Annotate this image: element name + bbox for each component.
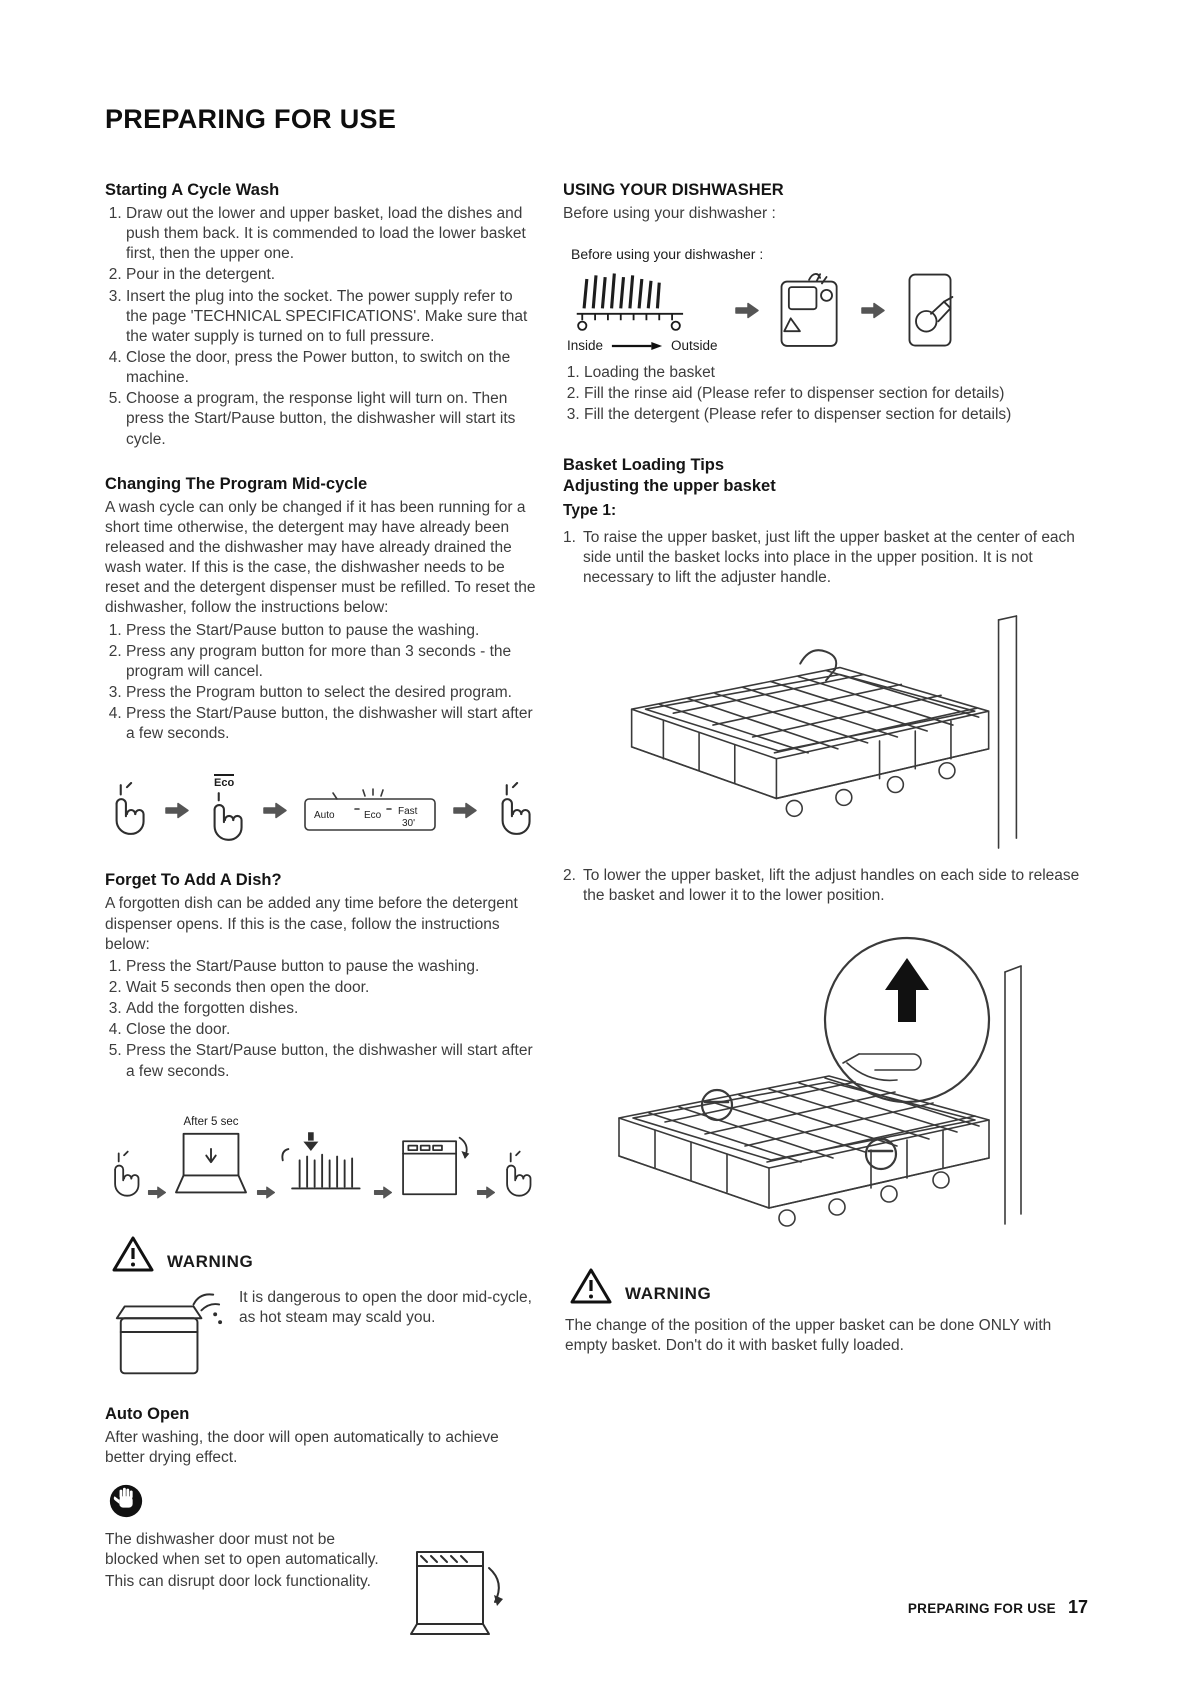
press-hand-icon — [493, 782, 535, 838]
section-heading-changing-program: Changing The Program Mid-cycle — [105, 474, 368, 493]
list-item: 1. Press the Start/Pause button to pause the washing. — [126, 621, 537, 641]
eco-button-label: Eco — [214, 774, 234, 789]
arrow-right-icon — [147, 1185, 167, 1200]
list-item: 4. Close the door. — [126, 1020, 537, 1040]
list-item: 1. Loading the basket — [584, 363, 1091, 383]
using-dishwasher-subtext: Before using your dishwasher : — [563, 205, 776, 222]
press-hand-icon — [107, 1150, 143, 1200]
section-heading-adjust-basket: Adjusting the upper basket — [563, 476, 776, 495]
warning-header — [111, 1234, 537, 1274]
basket-step-2 — [563, 866, 1091, 906]
arrow-right-icon — [734, 301, 760, 320]
arrow-right-icon — [164, 801, 190, 820]
warning-body — [107, 1284, 537, 1380]
rinse-aid-fill-icon — [902, 270, 958, 352]
stop-hand-icon — [107, 1482, 145, 1520]
list-item: 3. Add the forgotten dishes. — [126, 999, 537, 1019]
inside-label: Inside — [567, 338, 604, 354]
forget-dish-intro: A forgotten dish can be added any time before the detergent dispenser opens. If this is the case, follow the instructions below: — [105, 895, 518, 953]
list-item: 3. Insert the plug into the socket. The power supply refer to the page 'TECHNICAL SPECIFICATIONS'. Make sure that the water supply is turned on to full pressure. — [126, 287, 537, 347]
program-panel-icon — [303, 787, 437, 833]
changing-program-list — [105, 621, 537, 745]
panel-label-fast-time: 30' — [402, 818, 416, 830]
panel-label-fast: Fast — [398, 806, 418, 818]
footer-page-number: 17 — [1067, 1597, 1088, 1617]
after-5-sec-block — [170, 1116, 252, 1200]
warning-title: WARNING — [625, 1284, 712, 1304]
panel-label-eco: Eco — [364, 810, 382, 822]
arrow-right-icon — [256, 1185, 276, 1200]
left-column — [105, 181, 537, 1640]
arrow-right-icon — [476, 1185, 496, 1200]
up-arrow-glyph — [885, 958, 929, 1022]
dish-rack-icon — [565, 268, 715, 334]
section-heading-basket-tips: Basket Loading Tips — [563, 455, 725, 474]
detergent-dispenser-icon — [776, 269, 844, 353]
forget-dish-list — [105, 957, 537, 1082]
press-hand-icon — [499, 1150, 535, 1200]
page-title: PREPARING FOR USE — [105, 104, 397, 134]
list-item: 5. Press the Start/Pause button, the dishwasher will start after a few seconds. — [126, 1041, 537, 1081]
dish-rack-block — [565, 268, 718, 353]
upper-basket-illustration — [602, 614, 1052, 852]
list-item: 2. Pour in the detergent. — [126, 265, 537, 285]
using-dishwasher-list — [563, 363, 1091, 425]
basket-step-1 — [563, 528, 1091, 588]
arrow-right-icon — [262, 801, 288, 820]
arrow-right-icon — [860, 301, 886, 320]
footer-section-label: PREPARING FOR USE — [907, 1601, 1056, 1616]
step-text: To raise the upper basket, just lift the upper basket at the center of each side until the basket locks into place in the upper position. It is not necessary to lift the adjuster handle. — [582, 528, 1075, 586]
list-item: 2. Fill the rinse aid (Please refer to dispenser section for details) — [584, 384, 1091, 404]
list-item: 4. Press the Start/Pause button, the dishwasher will start after a few seconds. — [126, 704, 537, 744]
warning-triangle-icon — [111, 1234, 155, 1274]
arrow-right-icon — [373, 1185, 393, 1200]
press-hand-icon — [205, 790, 247, 846]
section-heading-auto-open: Auto Open — [105, 1404, 190, 1423]
before-use-figure — [565, 246, 1091, 353]
starting-cycle-list — [105, 204, 537, 450]
after-5-sec-label: After 5 sec — [183, 1115, 239, 1128]
section-heading-starting-cycle: Starting A Cycle Wash — [105, 181, 280, 199]
list-item: 3. Press the Program button to select the desired program. — [126, 683, 537, 703]
list-item: 5. Choose a program, the response light will turn on. Then press the Start/Pause button, the dishwasher will start its cycle. — [126, 389, 537, 449]
auto-open-dishwasher-icon — [405, 1544, 509, 1640]
lower-basket-illustration — [597, 932, 1057, 1232]
forget-dish-icon-row — [107, 1116, 535, 1200]
open-door-dishwasher-icon — [170, 1130, 252, 1200]
page-footer — [908, 1597, 1088, 1618]
steam-door-icon — [107, 1284, 225, 1380]
warning-text: It is dangerous to open the door mid-cycle, as hot steam may scald you. — [239, 1288, 532, 1326]
step-text: To lower the upper basket, lift the adjust handles on each side to release the basket and lower it to the lower position. — [582, 866, 1080, 905]
outside-label: Outside — [671, 338, 718, 354]
changing-program-intro: A wash cycle can only be changed if it has been running for a short time otherwise, the detergent may have already been released and the dishwasher may have already drained the wash water. If this is the case, the dishwasher needs to be reset and the detergent dispenser must be refilled. To reset the dishwasher, follow the instructions below: — [105, 498, 536, 617]
program-change-icon-row — [107, 774, 535, 846]
list-item: 1. Draw out the lower and upper basket, load the dishes and push them back. It is commended to load the lower basket first, then the upper one. — [126, 204, 537, 264]
list-item: 4. Close the door, press the Power button, to switch on the machine. — [126, 348, 537, 388]
eco-press-hand — [205, 774, 247, 846]
warning-text: The change of the position of the upper basket can be done ONLY with empty basket. Don't do it with basket fully loaded. — [565, 1317, 1052, 1355]
warning-title: WARNING — [167, 1251, 254, 1271]
closed-dishwasher-icon — [396, 1132, 472, 1200]
warning-header — [569, 1266, 1091, 1306]
arrow-right-icon — [452, 801, 478, 820]
list-item: 3. Fill the detergent (Please refer to dispenser section for details) — [584, 405, 1091, 425]
right-column — [563, 181, 1091, 1640]
auto-open-block — [105, 1530, 537, 1640]
inside-outside-arrow-icon — [611, 340, 663, 352]
type-label: Type 1: — [563, 501, 617, 519]
section-heading-using-dishwasher: USING YOUR DISHWASHER — [563, 181, 784, 199]
step-number: 1. — [563, 528, 576, 546]
list-item: 1. Press the Start/Pause button to pause the washing. — [126, 957, 537, 977]
section-heading-forget-dish: Forget To Add A Dish? — [105, 871, 282, 890]
auto-open-text-1: After washing, the door will open automatically to achieve better drying effect. — [105, 1428, 499, 1466]
warning-triangle-icon — [569, 1266, 613, 1306]
auto-open-text-2: The dishwasher door must not be blocked when set to open automatically. — [105, 1530, 379, 1569]
list-item: 2. Press any program button for more than 3 seconds - the program will cancel. — [126, 642, 537, 682]
panel-label-auto: Auto — [314, 810, 335, 822]
step-number: 2. — [563, 866, 576, 884]
figure-caption: Before using your dishwasher : — [571, 246, 764, 263]
add-dishes-icon — [279, 1130, 369, 1200]
list-item: 2. Wait 5 seconds then open the door. — [126, 978, 537, 998]
auto-open-text-3: This can disrupt door lock functionality. — [105, 1573, 371, 1591]
press-hand-icon — [107, 782, 149, 838]
